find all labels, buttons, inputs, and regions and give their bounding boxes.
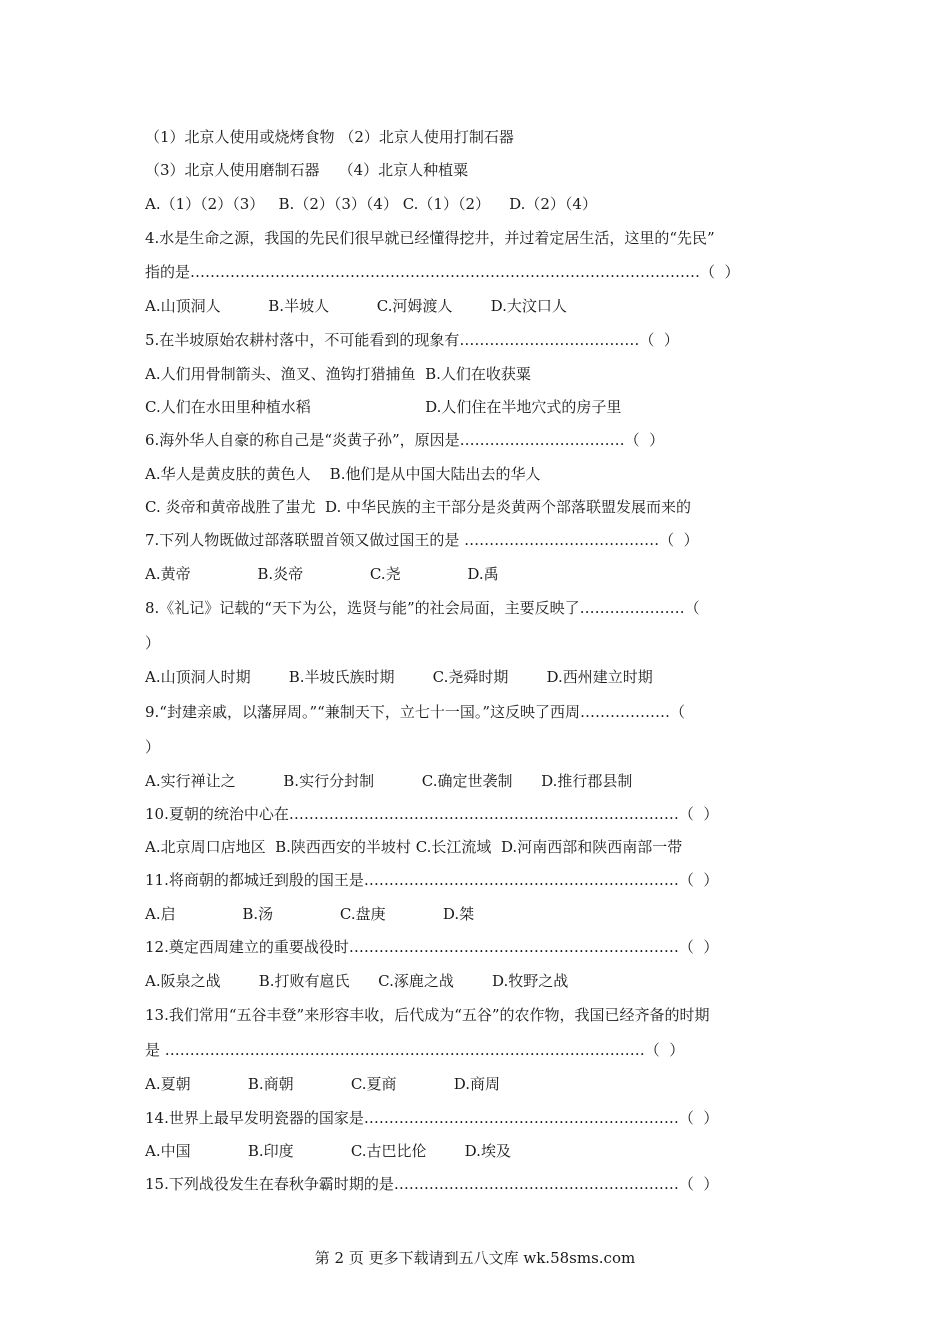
question-5: 5.在半坡原始农耕村落中，不可能看到的现象有………………………………（ ） [145,331,679,349]
answer-options: A.启 B.汤 C.盘庚 D.桀 [145,905,475,923]
question-15: 15.下列战役发生在春秋争霸时期的是…………………………………………………（ ） [145,1175,719,1193]
answer-options: C.人们在水田里种植水稻 D.人们住在半地穴式的房子里 [145,398,622,416]
question-line: （3）北京人使用磨制石器 （4）北京人种植粟 [145,161,469,179]
answer-options: A.夏朝 B.商朝 C.夏商 D.商周 [145,1075,501,1093]
question-line: （1）北京人使用或烧烤食物 （2）北京人使用打制石器 [145,128,514,146]
answer-options: C. 炎帝和黄帝战胜了蚩尤 D. 中华民族的主干部分是炎黄两个部落联盟发展而来的 [145,498,692,516]
answer-options: A.中国 B.印度 C.古巴比伦 D.埃及 [145,1142,511,1160]
answer-options: A.华人是黄皮肤的黄色人 B.他们是从中国大陆出去的华人 [145,465,541,483]
question-6: 6.海外华人自豪的称自己是“炎黄子孙”，原因是……………………………（ ） [145,431,665,449]
page-footer: 第 2 页 更多下载请到五八文库 wk.58sms.com [314,1249,636,1267]
question-8: 8.《礼记》记载的“天下为公，选贤与能”的社会局面，主要反映了…………………（ [145,599,700,617]
answer-options: A.北京周口店地区 B.陕西西安的半坡村 C.长江流域 D.河南西部和陕西南部一带 [145,838,683,856]
answer-options: A.山顶洞人时期 B.半坡氏族时期 C.尧舜时期 D.西州建立时期 [145,668,653,686]
answer-options: A.黄帝 B.炎帝 C.尧 D.禹 [145,565,499,583]
question-9: 9.“封建亲戚，以藩屏周。”“兼制天下，立七十一国。”这反映了西周………………（ [145,703,685,721]
question-7: 7.下列人物既做过部落联盟首领又做过国王的是 …………………………………（ ） [145,531,699,549]
question-14: 14.世界上最早发明瓷器的国家是………………………………………………………（ ） [145,1109,719,1127]
answer-options: A.（1）（2）（3） B.（2）（3）（4） C.（1）（2） D.（2）（4） [145,195,597,213]
question-10: 10.夏朝的统治中心在……………………………………………………………………（ ） [145,805,719,823]
answer-options: A.人们用骨制箭头、渔叉、渔钩打猎捕鱼 B.人们在收获粟 [145,365,531,383]
question-line: 是 ……………………………………………………………………………………（ ） [145,1041,685,1059]
answer-options: A.阪泉之战 B.打败有扈氏 C.涿鹿之战 D.牧野之战 [145,972,569,990]
question-line: 指的是…………………………………………………………………………………………（ ） [145,263,740,281]
question-line: ） [145,634,161,652]
question-12: 12.奠定西周建立的重要战役时…………………………………………………………（ ） [145,938,719,956]
question-13: 13.我们常用“五谷丰登”来形容丰收，后代成为“五谷”的农作物，我国已经齐备的时期 [145,1006,710,1024]
answer-options: A.山顶洞人 B.半坡人 C.河姆渡人 D.大汶口人 [145,297,567,315]
question-11: 11.将商朝的都城迁到殷的国王是………………………………………………………（ ） [145,871,719,889]
question-line: ） [145,738,161,756]
answer-options: A.实行禅让之 B.实行分封制 C.确定世袭制 D.推行郡县制 [145,772,633,790]
question-4: 4.水是生命之源，我国的先民们很早就已经懂得挖井，并过着定居生活，这里的“先民” [145,229,715,247]
